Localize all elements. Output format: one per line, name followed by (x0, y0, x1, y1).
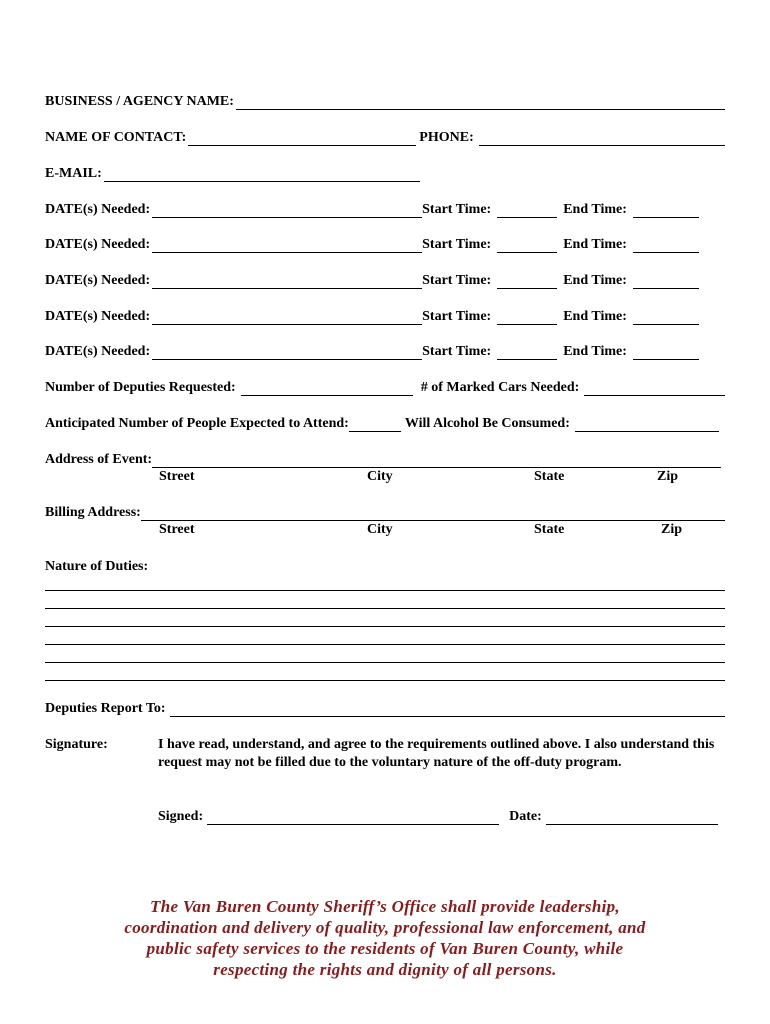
alcohol-label: Will Alcohol Be Consumed: (404, 416, 570, 431)
end-time-line[interactable] (633, 204, 699, 218)
phone-line[interactable] (479, 132, 725, 146)
report-to-field (45, 701, 725, 717)
start-time-label: Start Time: (422, 202, 492, 217)
end-time-line[interactable] (633, 275, 699, 289)
contact-label: NAME OF CONTACT: (45, 130, 187, 145)
end-time-line[interactable] (633, 239, 699, 253)
date-row-4 (45, 309, 725, 325)
nature-line-2[interactable] (45, 608, 725, 609)
signed-label: Signed: (158, 809, 204, 824)
deputies-cars-row (45, 380, 725, 396)
email-label: E-MAIL: (45, 166, 102, 181)
billing-zip-caption: Zip (661, 522, 683, 537)
attend-line[interactable] (349, 418, 401, 432)
mission-line-4: respecting the rights and dignity of all persons. (213, 960, 557, 979)
nature-line-4[interactable] (45, 644, 725, 645)
business-name-label: BUSINESS / AGENCY NAME: (45, 94, 234, 109)
date-label: DATE(s) Needed: (45, 344, 151, 359)
billing-city-caption: City (367, 522, 393, 537)
date-label: DATE(s) Needed: (45, 237, 151, 252)
event-street-caption: Street (159, 469, 195, 484)
date-label: DATE(s) Needed: (45, 273, 151, 288)
date-row-3 (45, 273, 725, 289)
date-sign-label: Date: (509, 809, 542, 824)
deputies-label: Number of Deputies Requested: (45, 380, 236, 395)
attend-label: Anticipated Number of People Expected to Attend: (45, 416, 349, 431)
date-sign-line[interactable] (546, 811, 718, 825)
nature-duties-label: Nature of Duties: (45, 559, 149, 574)
end-time-line[interactable] (633, 346, 699, 360)
date-line[interactable] (152, 275, 422, 289)
marked-cars-label: # of Marked Cars Needed: (420, 380, 580, 395)
signature-label: Signature: (45, 737, 108, 752)
signed-date-row (158, 809, 718, 825)
start-time-line[interactable] (497, 275, 557, 289)
event-address-label: Address of Event: (45, 452, 153, 467)
end-time-label: End Time: (563, 273, 627, 288)
contact-line[interactable] (188, 132, 416, 146)
deputies-line[interactable] (241, 382, 413, 396)
agreement-text: I have read, understand, and agree to the requirements outlined above. I also understand this request may not be filled due to the voluntary nature of the off-duty program. (158, 737, 715, 770)
billing-street-caption: Street (159, 522, 195, 537)
event-address-field (45, 452, 721, 468)
start-time-line[interactable] (497, 311, 557, 325)
nature-line-1[interactable] (45, 590, 725, 591)
date-row-5 (45, 344, 725, 360)
date-row-1 (45, 202, 725, 218)
event-city-caption: City (367, 469, 393, 484)
start-time-label: Start Time: (422, 344, 492, 359)
date-line[interactable] (152, 311, 422, 325)
report-to-label: Deputies Report To: (45, 701, 166, 716)
business-name-field[interactable] (45, 94, 725, 110)
nature-line-3[interactable] (45, 626, 725, 627)
alcohol-line[interactable] (575, 418, 719, 432)
date-line[interactable] (152, 204, 422, 218)
billing-address-line[interactable] (141, 507, 725, 521)
nature-line-6[interactable] (45, 680, 725, 681)
attend-alcohol-row (45, 416, 719, 432)
event-zip-caption: Zip (657, 469, 679, 484)
email-line[interactable] (104, 168, 420, 182)
date-line[interactable] (152, 239, 422, 253)
email-row (45, 166, 725, 182)
marked-cars-line[interactable] (584, 382, 725, 396)
billing-state-caption: State (534, 522, 565, 537)
mission-statement (0, 896, 770, 980)
end-time-line[interactable] (633, 311, 699, 325)
date-label: DATE(s) Needed: (45, 309, 151, 324)
end-time-label: End Time: (563, 237, 627, 252)
end-time-label: End Time: (563, 344, 627, 359)
contact-phone-row (45, 130, 725, 146)
date-row-2 (45, 237, 725, 253)
event-address-line[interactable] (152, 454, 721, 468)
end-time-label: End Time: (563, 202, 627, 217)
event-state-caption: State (534, 469, 565, 484)
report-to-line[interactable] (170, 703, 725, 717)
start-time-line[interactable] (497, 346, 557, 360)
mission-line-3: public safety services to the residents of Van Buren County, while (146, 939, 624, 958)
nature-line-5[interactable] (45, 662, 725, 663)
billing-address-field (45, 505, 725, 521)
mission-line-1: The Van Buren County Sheriff’s Office shall provide leadership, (150, 897, 620, 916)
start-time-label: Start Time: (422, 309, 492, 324)
signed-line[interactable] (207, 811, 499, 825)
start-time-label: Start Time: (422, 273, 492, 288)
billing-address-label: Billing Address: (45, 505, 141, 520)
business-name-line[interactable] (236, 96, 725, 110)
date-label: DATE(s) Needed: (45, 202, 151, 217)
mission-line-2: coordination and delivery of quality, professional law enforcement, and (124, 918, 646, 937)
phone-label: PHONE: (419, 130, 474, 145)
end-time-label: End Time: (563, 309, 627, 324)
date-line[interactable] (152, 346, 422, 360)
start-time-label: Start Time: (422, 237, 492, 252)
start-time-line[interactable] (497, 239, 557, 253)
start-time-line[interactable] (497, 204, 557, 218)
